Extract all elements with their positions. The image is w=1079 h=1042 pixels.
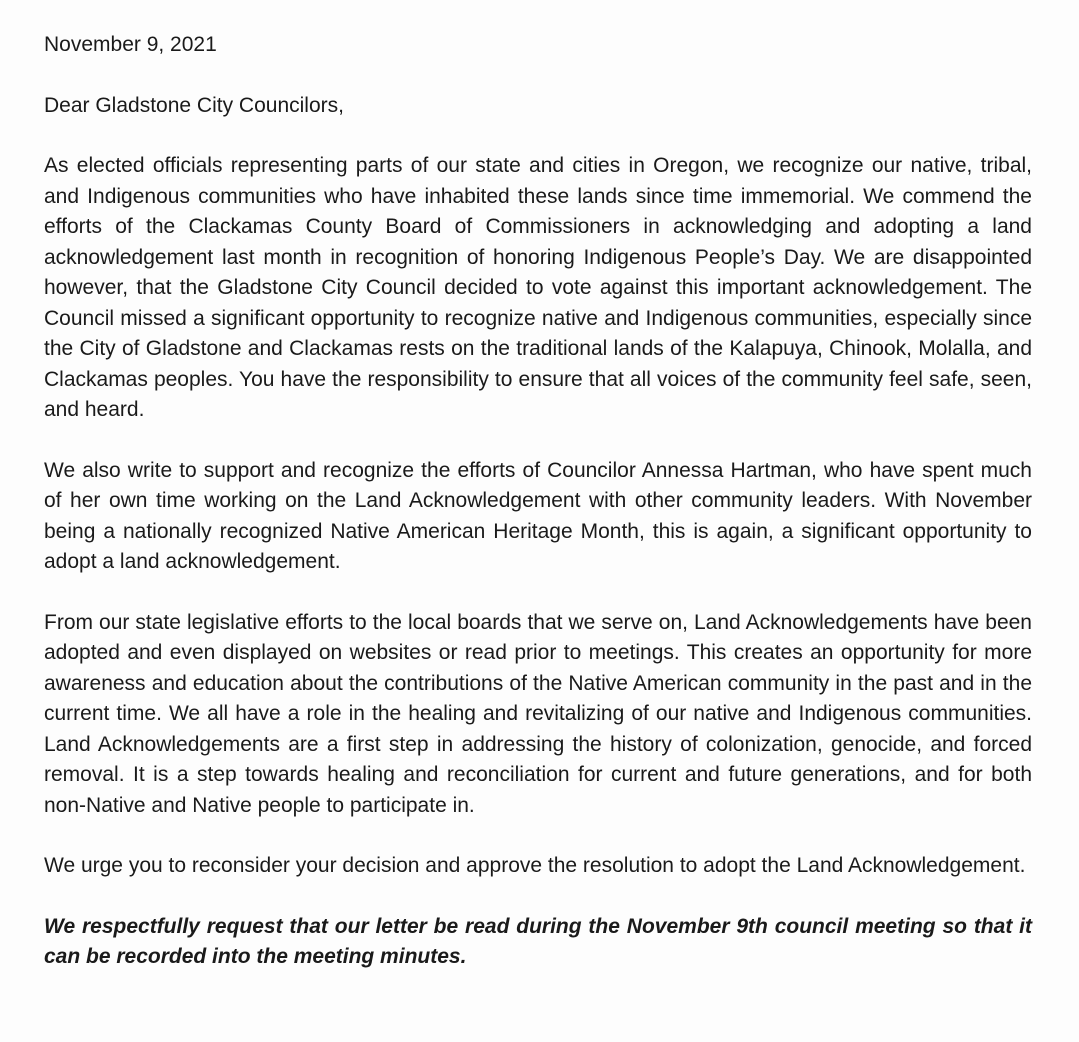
letter-salutation: Dear Gladstone City Councilors, bbox=[44, 93, 344, 117]
letter-paragraph-3: From our state legislative efforts to the local boards that we serve on, Land Acknowledgements have been adopted and even displayed on websites or read prior to meetings. This creates an opportunity for more awareness and education about the contributions of the Native American community in the past and in the current time. We all have a role in the healing and revitalizing of our native and Indigenous communities. Land Acknowledgements are a first step in addressing the history of colonization, genocide, and forced removal. It is a step towards healing and reconciliation for current and future generations, and for both non-Native and Native people to participate in. bbox=[44, 610, 1032, 817]
letter-closing-request: We respectfully request that our letter be read during the November 9th council meeting so that it can be recorded into the meeting minutes. bbox=[44, 914, 1032, 968]
letter-paragraph-4: We urge you to reconsider your decision and approve the resolution to adopt the Land Acknowledgement. bbox=[44, 854, 1026, 877]
letter-paragraph-2: We also write to support and recognize the efforts of Councilor Annessa Hartman, who have spent much of her own time working on the Land Acknowledgement with other community leaders. With November being a nationally recognized Native American Heritage Month, this is again, a significant opportunity to adopt a land acknowledgement. bbox=[44, 458, 1032, 573]
letter-date: November 9, 2021 bbox=[44, 33, 217, 56]
letter-paragraph-1: As elected officials representing parts of our state and cities in Oregon, we recognize our native, tribal, and Indigenous communities who have inhabited these lands since time immemorial. We commend the efforts of the Clackamas County Board of Commissioners in acknowledging and adopting a land acknowledgement last month in recognition of honoring Indigenous People’s Day. We are disappointed however, that the Gladstone City Council decided to vote against this important acknowledgement. The Council missed a significant opportunity to recognize native and Indigenous communities, especially since the City of Gladstone and Clackamas rests on the traditional lands of the Kalapuya, Chinook, Molalla, and Clackamas peoples. You have the responsibility to ensure that all voices of the community feel safe, seen, and heard. bbox=[44, 154, 1032, 421]
